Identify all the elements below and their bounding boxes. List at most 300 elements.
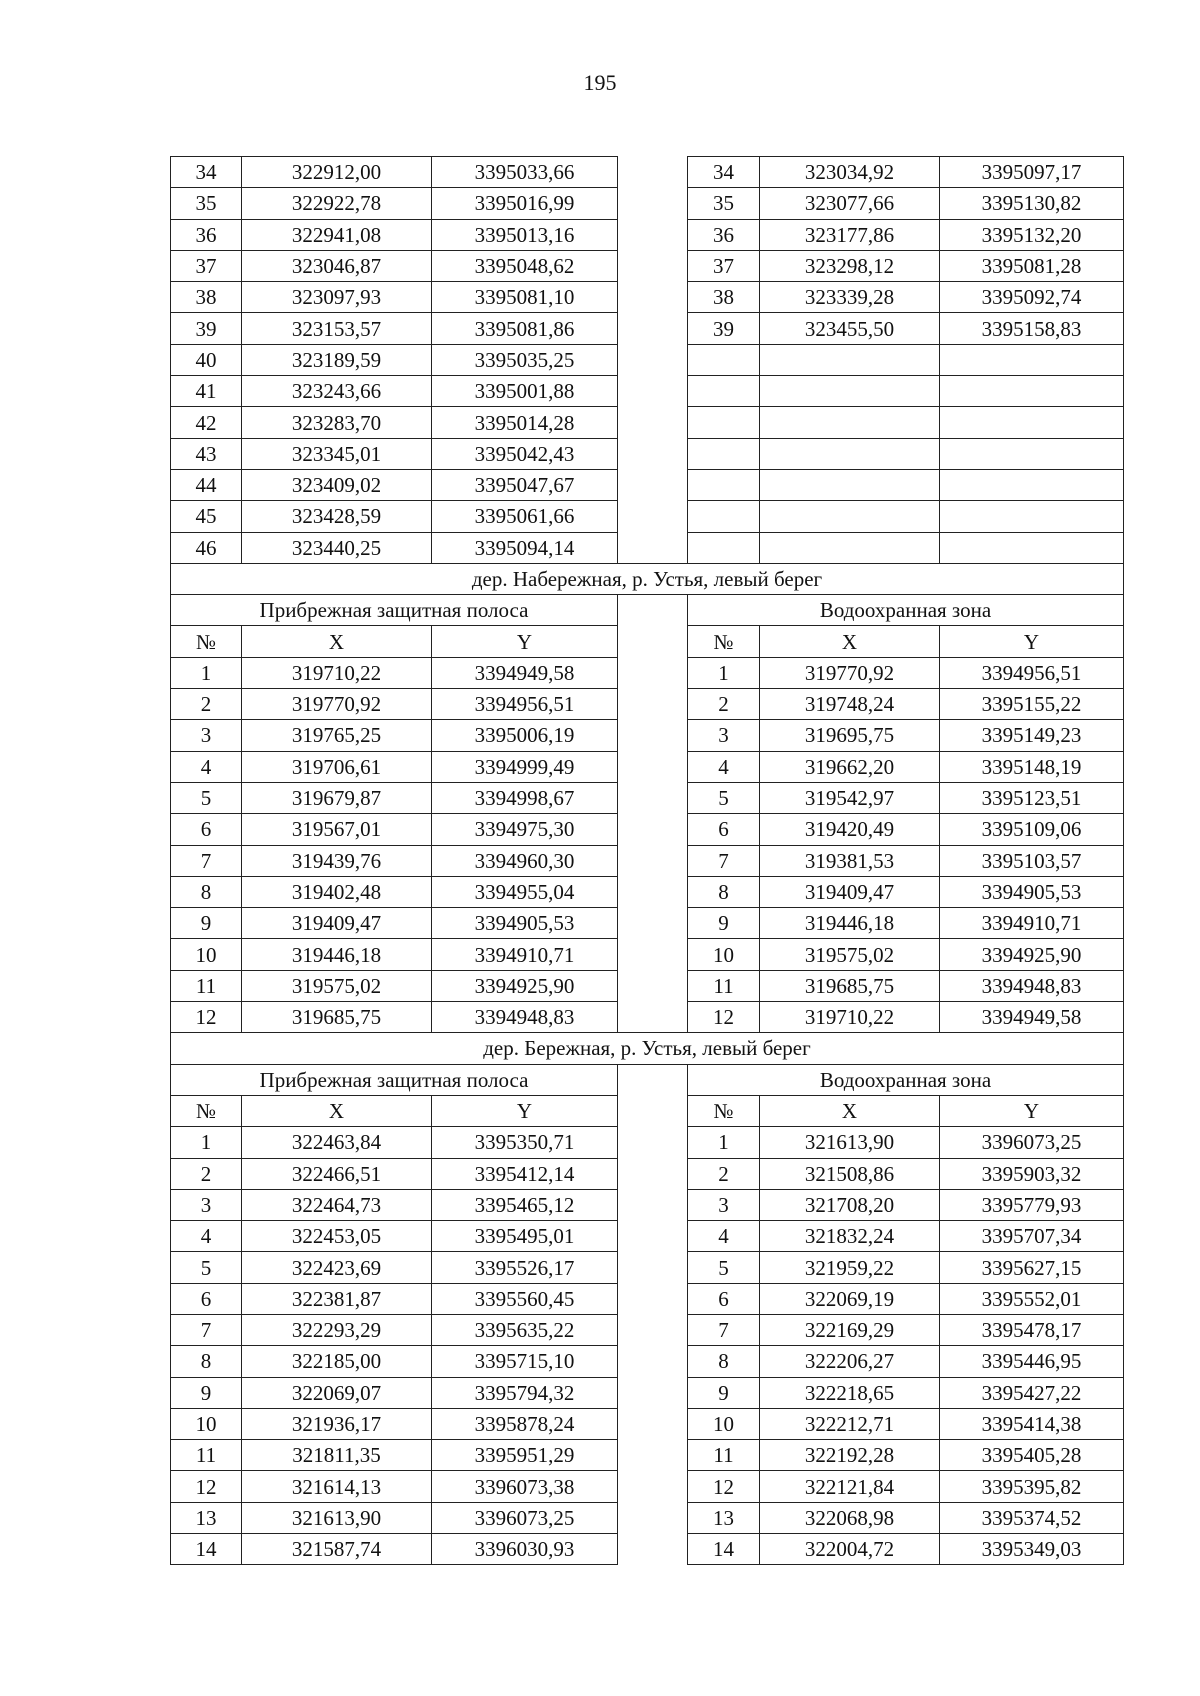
left-point-number: 44 xyxy=(171,469,242,500)
column-gap xyxy=(618,282,688,313)
table-row xyxy=(171,1314,1124,1345)
column-gap xyxy=(618,1314,688,1345)
left-y-coordinate: 3394999,49 xyxy=(432,751,618,782)
left-y-coordinate: 3395878,24 xyxy=(432,1408,618,1439)
table-row xyxy=(171,376,1124,407)
right-x-coordinate: 321832,24 xyxy=(760,1221,940,1252)
table-row xyxy=(171,720,1124,751)
left-y-coordinate: 3395001,88 xyxy=(432,376,618,407)
left-point-number: 36 xyxy=(171,219,242,250)
left-x-coordinate: 322293,29 xyxy=(242,1314,432,1345)
left-y-coordinate: 3394925,90 xyxy=(432,970,618,1001)
right-empty-cell xyxy=(940,376,1124,407)
left-x-coordinate: 319409,47 xyxy=(242,908,432,939)
left-point-number: 9 xyxy=(171,908,242,939)
left-x-coordinate: 322069,07 xyxy=(242,1377,432,1408)
column-gap xyxy=(618,501,688,532)
left-x-coordinate: 322922,78 xyxy=(242,188,432,219)
zone-title-row xyxy=(171,595,1124,626)
right-point-number: 34 xyxy=(688,157,760,188)
column-gap xyxy=(618,219,688,250)
left-point-number: 11 xyxy=(171,1440,242,1471)
right-y-coordinate: 3395395,82 xyxy=(940,1471,1124,1502)
left-y-coordinate: 3395794,32 xyxy=(432,1377,618,1408)
left-header-y: Y xyxy=(432,1095,618,1126)
left-x-coordinate: 323097,93 xyxy=(242,282,432,313)
table-row xyxy=(171,1408,1124,1439)
left-y-coordinate: 3395560,45 xyxy=(432,1283,618,1314)
right-y-coordinate: 3395779,93 xyxy=(940,1189,1124,1220)
left-point-number: 12 xyxy=(171,1002,242,1033)
left-point-number: 3 xyxy=(171,720,242,751)
right-empty-cell xyxy=(688,501,760,532)
left-x-coordinate: 323428,59 xyxy=(242,501,432,532)
table-row xyxy=(171,1189,1124,1220)
left-x-coordinate: 319402,48 xyxy=(242,876,432,907)
left-y-coordinate: 3396073,25 xyxy=(432,1502,618,1533)
right-point-number: 8 xyxy=(688,876,760,907)
right-x-coordinate: 323339,28 xyxy=(760,282,940,313)
left-x-coordinate: 319439,76 xyxy=(242,845,432,876)
column-gap xyxy=(618,751,688,782)
right-x-coordinate: 322121,84 xyxy=(760,1471,940,1502)
right-empty-cell xyxy=(940,438,1124,469)
left-point-number: 3 xyxy=(171,1189,242,1220)
right-point-number: 38 xyxy=(688,282,760,313)
left-y-coordinate: 3395061,66 xyxy=(432,501,618,532)
left-y-coordinate: 3395526,17 xyxy=(432,1252,618,1283)
left-x-coordinate: 319679,87 xyxy=(242,782,432,813)
right-point-number: 7 xyxy=(688,1314,760,1345)
table-row xyxy=(171,939,1124,970)
table-row xyxy=(171,908,1124,939)
right-header-num: № xyxy=(688,1095,760,1126)
right-point-number: 36 xyxy=(688,219,760,250)
right-x-coordinate: 322206,27 xyxy=(760,1346,940,1377)
column-gap xyxy=(618,188,688,219)
left-y-coordinate: 3396073,38 xyxy=(432,1471,618,1502)
left-point-number: 2 xyxy=(171,689,242,720)
table-row xyxy=(171,469,1124,500)
column-gap xyxy=(618,1377,688,1408)
left-point-number: 42 xyxy=(171,407,242,438)
left-point-number: 4 xyxy=(171,751,242,782)
right-y-coordinate: 3395123,51 xyxy=(940,782,1124,813)
table-row xyxy=(171,438,1124,469)
right-y-coordinate: 3395149,23 xyxy=(940,720,1124,751)
column-gap xyxy=(618,1252,688,1283)
right-empty-cell xyxy=(760,469,940,500)
right-x-coordinate: 322069,19 xyxy=(760,1283,940,1314)
left-y-coordinate: 3395042,43 xyxy=(432,438,618,469)
table-row xyxy=(171,407,1124,438)
table-row xyxy=(171,1346,1124,1377)
right-point-number: 12 xyxy=(688,1471,760,1502)
left-zone-title: Прибрежная защитная полоса xyxy=(171,1064,618,1095)
right-x-coordinate: 319662,20 xyxy=(760,751,940,782)
right-y-coordinate: 3395446,95 xyxy=(940,1346,1124,1377)
table-row xyxy=(171,876,1124,907)
column-gap xyxy=(618,438,688,469)
left-point-number: 6 xyxy=(171,1283,242,1314)
column-gap xyxy=(618,689,688,720)
right-point-number: 10 xyxy=(688,939,760,970)
left-y-coordinate: 3395006,19 xyxy=(432,720,618,751)
right-y-coordinate: 3395627,15 xyxy=(940,1252,1124,1283)
right-y-coordinate: 3394949,58 xyxy=(940,1002,1124,1033)
coordinates-table-body xyxy=(171,157,1124,1565)
table-row xyxy=(171,1471,1124,1502)
right-point-number: 39 xyxy=(688,313,760,344)
left-x-coordinate: 319685,75 xyxy=(242,1002,432,1033)
right-empty-cell xyxy=(940,344,1124,375)
column-header-row xyxy=(171,1095,1124,1126)
left-point-number: 37 xyxy=(171,250,242,281)
left-header-x: X xyxy=(242,1095,432,1126)
right-y-coordinate: 3395427,22 xyxy=(940,1377,1124,1408)
left-y-coordinate: 3394910,71 xyxy=(432,939,618,970)
left-point-number: 14 xyxy=(171,1534,242,1565)
right-x-coordinate: 322212,71 xyxy=(760,1408,940,1439)
right-point-number: 35 xyxy=(688,188,760,219)
left-y-coordinate: 3395035,25 xyxy=(432,344,618,375)
right-x-coordinate: 319685,75 xyxy=(760,970,940,1001)
table-row xyxy=(171,657,1124,688)
right-y-coordinate: 3394925,90 xyxy=(940,939,1124,970)
table-row xyxy=(171,1440,1124,1471)
table-row xyxy=(171,1283,1124,1314)
table-row xyxy=(171,970,1124,1001)
left-x-coordinate: 323046,87 xyxy=(242,250,432,281)
right-x-coordinate: 322192,28 xyxy=(760,1440,940,1471)
column-gap xyxy=(618,469,688,500)
left-y-coordinate: 3394948,83 xyxy=(432,1002,618,1033)
zone-title-row xyxy=(171,1064,1124,1095)
right-point-number: 4 xyxy=(688,1221,760,1252)
left-x-coordinate: 321936,17 xyxy=(242,1408,432,1439)
column-gap xyxy=(618,814,688,845)
left-y-coordinate: 3395715,10 xyxy=(432,1346,618,1377)
left-y-coordinate: 3395495,01 xyxy=(432,1221,618,1252)
right-y-coordinate: 3395349,03 xyxy=(940,1534,1124,1565)
right-x-coordinate: 319770,92 xyxy=(760,657,940,688)
right-y-coordinate: 3395552,01 xyxy=(940,1283,1124,1314)
right-x-coordinate: 322169,29 xyxy=(760,1314,940,1345)
left-x-coordinate: 321587,74 xyxy=(242,1534,432,1565)
table-row xyxy=(171,1377,1124,1408)
right-x-coordinate: 322068,98 xyxy=(760,1502,940,1533)
column-gap xyxy=(618,1064,688,1095)
left-y-coordinate: 3395081,10 xyxy=(432,282,618,313)
left-header-y: Y xyxy=(432,626,618,657)
coordinates-table xyxy=(170,156,1124,1565)
left-point-number: 34 xyxy=(171,157,242,188)
left-point-number: 1 xyxy=(171,657,242,688)
right-point-number: 11 xyxy=(688,970,760,1001)
left-y-coordinate: 3394956,51 xyxy=(432,689,618,720)
column-gap xyxy=(618,1095,688,1126)
left-point-number: 8 xyxy=(171,876,242,907)
right-header-y: Y xyxy=(940,626,1124,657)
table-row xyxy=(171,1502,1124,1533)
right-y-coordinate: 3395158,83 xyxy=(940,313,1124,344)
table-row xyxy=(171,814,1124,845)
right-point-number: 8 xyxy=(688,1346,760,1377)
right-x-coordinate: 319420,49 xyxy=(760,814,940,845)
right-y-coordinate: 3394905,53 xyxy=(940,876,1124,907)
left-y-coordinate: 3396030,93 xyxy=(432,1534,618,1565)
left-point-number: 40 xyxy=(171,344,242,375)
left-x-coordinate: 323283,70 xyxy=(242,407,432,438)
right-point-number: 6 xyxy=(688,814,760,845)
table-row xyxy=(171,188,1124,219)
left-x-coordinate: 319710,22 xyxy=(242,657,432,688)
left-point-number: 5 xyxy=(171,782,242,813)
left-point-number: 7 xyxy=(171,1314,242,1345)
right-x-coordinate: 319542,97 xyxy=(760,782,940,813)
left-x-coordinate: 322381,87 xyxy=(242,1283,432,1314)
table-row xyxy=(171,250,1124,281)
column-gap xyxy=(618,1502,688,1533)
right-empty-cell xyxy=(940,501,1124,532)
column-gap xyxy=(618,1221,688,1252)
right-point-number: 3 xyxy=(688,720,760,751)
left-x-coordinate: 321811,35 xyxy=(242,1440,432,1471)
left-x-coordinate: 323345,01 xyxy=(242,438,432,469)
table-row xyxy=(171,1534,1124,1565)
left-x-coordinate: 321614,13 xyxy=(242,1471,432,1502)
table-row xyxy=(171,1127,1124,1158)
column-gap xyxy=(618,344,688,375)
left-y-coordinate: 3395047,67 xyxy=(432,469,618,500)
left-point-number: 7 xyxy=(171,845,242,876)
right-x-coordinate: 319695,75 xyxy=(760,720,940,751)
column-gap xyxy=(618,1189,688,1220)
right-y-coordinate: 3395103,57 xyxy=(940,845,1124,876)
left-point-number: 5 xyxy=(171,1252,242,1283)
section-title: дер. Набережная, р. Устья, левый берег xyxy=(171,563,1124,594)
right-point-number: 1 xyxy=(688,657,760,688)
right-x-coordinate: 322218,65 xyxy=(760,1377,940,1408)
left-x-coordinate: 322463,84 xyxy=(242,1127,432,1158)
right-empty-cell xyxy=(940,407,1124,438)
column-gap xyxy=(618,1283,688,1314)
left-x-coordinate: 323409,02 xyxy=(242,469,432,500)
right-header-num: № xyxy=(688,626,760,657)
right-y-coordinate: 3395478,17 xyxy=(940,1314,1124,1345)
left-point-number: 8 xyxy=(171,1346,242,1377)
column-header-row xyxy=(171,626,1124,657)
left-x-coordinate: 322464,73 xyxy=(242,1189,432,1220)
left-y-coordinate: 3394960,30 xyxy=(432,845,618,876)
right-empty-cell xyxy=(688,376,760,407)
table-row xyxy=(171,313,1124,344)
left-x-coordinate: 319706,61 xyxy=(242,751,432,782)
left-point-number: 9 xyxy=(171,1377,242,1408)
left-y-coordinate: 3395635,22 xyxy=(432,1314,618,1345)
right-empty-cell xyxy=(688,407,760,438)
right-x-coordinate: 323034,92 xyxy=(760,157,940,188)
table-row xyxy=(171,157,1124,188)
right-empty-cell xyxy=(688,344,760,375)
left-x-coordinate: 322466,51 xyxy=(242,1158,432,1189)
right-point-number: 37 xyxy=(688,250,760,281)
column-gap xyxy=(618,970,688,1001)
right-point-number: 4 xyxy=(688,751,760,782)
column-gap xyxy=(618,876,688,907)
table-row xyxy=(171,689,1124,720)
column-gap xyxy=(618,250,688,281)
left-x-coordinate: 321613,90 xyxy=(242,1502,432,1533)
column-gap xyxy=(618,595,688,626)
column-gap xyxy=(618,313,688,344)
left-point-number: 46 xyxy=(171,532,242,563)
left-y-coordinate: 3394975,30 xyxy=(432,814,618,845)
right-empty-cell xyxy=(688,438,760,469)
left-y-coordinate: 3395016,99 xyxy=(432,188,618,219)
right-y-coordinate: 3395414,38 xyxy=(940,1408,1124,1439)
left-point-number: 39 xyxy=(171,313,242,344)
table-row xyxy=(171,1221,1124,1252)
column-gap xyxy=(618,908,688,939)
section-title-row xyxy=(171,1033,1124,1064)
table-row xyxy=(171,344,1124,375)
left-point-number: 13 xyxy=(171,1502,242,1533)
table-row xyxy=(171,1002,1124,1033)
column-gap xyxy=(618,657,688,688)
right-point-number: 1 xyxy=(688,1127,760,1158)
right-empty-cell xyxy=(940,469,1124,500)
left-point-number: 38 xyxy=(171,282,242,313)
left-y-coordinate: 3395014,28 xyxy=(432,407,618,438)
left-y-coordinate: 3395412,14 xyxy=(432,1158,618,1189)
column-gap xyxy=(618,626,688,657)
column-gap xyxy=(618,845,688,876)
right-y-coordinate: 3395405,28 xyxy=(940,1440,1124,1471)
right-x-coordinate: 323298,12 xyxy=(760,250,940,281)
right-empty-cell xyxy=(688,469,760,500)
right-zone-title: Водоохранная зона xyxy=(688,595,1124,626)
table-row xyxy=(171,219,1124,250)
left-x-coordinate: 322941,08 xyxy=(242,219,432,250)
right-empty-cell xyxy=(760,438,940,469)
left-header-num: № xyxy=(171,626,242,657)
column-gap xyxy=(618,939,688,970)
column-gap xyxy=(618,376,688,407)
page-number: 195 xyxy=(583,70,617,95)
table-row xyxy=(171,1158,1124,1189)
right-point-number: 6 xyxy=(688,1283,760,1314)
column-gap xyxy=(618,720,688,751)
left-x-coordinate: 322453,05 xyxy=(242,1221,432,1252)
table-row xyxy=(171,282,1124,313)
left-y-coordinate: 3395081,86 xyxy=(432,313,618,344)
left-point-number: 10 xyxy=(171,1408,242,1439)
right-point-number: 9 xyxy=(688,908,760,939)
column-gap xyxy=(618,1471,688,1502)
right-point-number: 11 xyxy=(688,1440,760,1471)
section-title-row xyxy=(171,563,1124,594)
right-header-x: X xyxy=(760,1095,940,1126)
right-empty-cell xyxy=(688,532,760,563)
right-y-coordinate: 3394910,71 xyxy=(940,908,1124,939)
right-x-coordinate: 321959,22 xyxy=(760,1252,940,1283)
table-row xyxy=(171,532,1124,563)
left-point-number: 2 xyxy=(171,1158,242,1189)
left-y-coordinate: 3394949,58 xyxy=(432,657,618,688)
left-header-num: № xyxy=(171,1095,242,1126)
left-x-coordinate: 322185,00 xyxy=(242,1346,432,1377)
left-zone-title: Прибрежная защитная полоса xyxy=(171,595,618,626)
left-y-coordinate: 3395350,71 xyxy=(432,1127,618,1158)
right-point-number: 5 xyxy=(688,1252,760,1283)
table-row xyxy=(171,845,1124,876)
right-point-number: 2 xyxy=(688,1158,760,1189)
left-point-number: 43 xyxy=(171,438,242,469)
right-header-x: X xyxy=(760,626,940,657)
left-point-number: 12 xyxy=(171,1471,242,1502)
right-y-coordinate: 3395148,19 xyxy=(940,751,1124,782)
column-gap xyxy=(618,1127,688,1158)
left-y-coordinate: 3395094,14 xyxy=(432,532,618,563)
left-header-x: X xyxy=(242,626,432,657)
left-y-coordinate: 3395048,62 xyxy=(432,250,618,281)
right-point-number: 3 xyxy=(688,1189,760,1220)
table-row xyxy=(171,501,1124,532)
column-gap xyxy=(618,1002,688,1033)
right-empty-cell xyxy=(760,532,940,563)
left-x-coordinate: 323440,25 xyxy=(242,532,432,563)
right-y-coordinate: 3394948,83 xyxy=(940,970,1124,1001)
right-y-coordinate: 3395092,74 xyxy=(940,282,1124,313)
left-point-number: 11 xyxy=(171,970,242,1001)
left-x-coordinate: 319567,01 xyxy=(242,814,432,845)
left-x-coordinate: 319446,18 xyxy=(242,939,432,970)
column-gap xyxy=(618,532,688,563)
right-zone-title: Водоохранная зона xyxy=(688,1064,1124,1095)
right-x-coordinate: 319748,24 xyxy=(760,689,940,720)
right-y-coordinate: 3395707,34 xyxy=(940,1221,1124,1252)
left-y-coordinate: 3395033,66 xyxy=(432,157,618,188)
right-x-coordinate: 323177,86 xyxy=(760,219,940,250)
right-y-coordinate: 3394956,51 xyxy=(940,657,1124,688)
left-y-coordinate: 3394955,04 xyxy=(432,876,618,907)
right-y-coordinate: 3395132,20 xyxy=(940,219,1124,250)
right-point-number: 10 xyxy=(688,1408,760,1439)
right-x-coordinate: 319575,02 xyxy=(760,939,940,970)
table-row xyxy=(171,751,1124,782)
right-point-number: 12 xyxy=(688,1002,760,1033)
right-y-coordinate: 3395374,52 xyxy=(940,1502,1124,1533)
column-gap xyxy=(618,1158,688,1189)
column-gap xyxy=(618,782,688,813)
right-x-coordinate: 323077,66 xyxy=(760,188,940,219)
left-x-coordinate: 323243,66 xyxy=(242,376,432,407)
left-y-coordinate: 3395951,29 xyxy=(432,1440,618,1471)
right-header-y: Y xyxy=(940,1095,1124,1126)
left-x-coordinate: 319770,92 xyxy=(242,689,432,720)
column-gap xyxy=(618,1534,688,1565)
right-point-number: 2 xyxy=(688,689,760,720)
left-point-number: 1 xyxy=(171,1127,242,1158)
right-x-coordinate: 319446,18 xyxy=(760,908,940,939)
right-empty-cell xyxy=(760,407,940,438)
column-gap xyxy=(618,1440,688,1471)
left-point-number: 6 xyxy=(171,814,242,845)
right-x-coordinate: 323455,50 xyxy=(760,313,940,344)
column-gap xyxy=(618,1408,688,1439)
right-x-coordinate: 321508,86 xyxy=(760,1158,940,1189)
